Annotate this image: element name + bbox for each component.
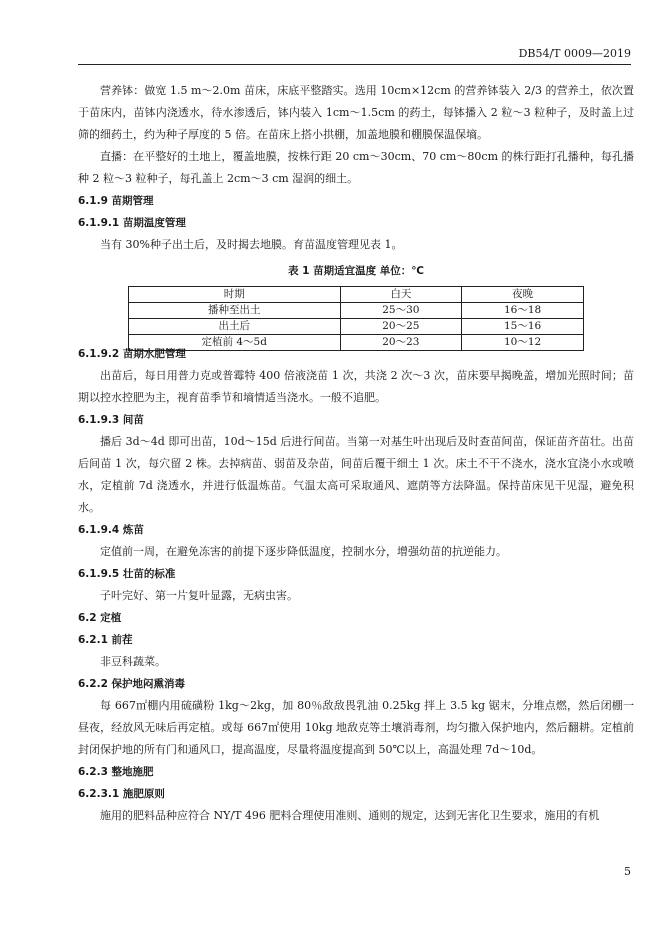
heading-6-1-9-4: 6.1.9.4 炼苗 (78, 524, 144, 536)
table-row (129, 303, 584, 319)
table-cell: 播种至出土 (129, 303, 341, 319)
table-cell: 20～25 (340, 319, 462, 335)
section-seedling-management (78, 343, 634, 827)
table-1-block (78, 260, 634, 351)
para-fertilization: 施用的肥料品种应符合 NY/T 496 肥料合理使用准则、通则的规定，达到无害化卫生要求，施用的有机 (100, 809, 600, 822)
heading-6-2: 6.2 定植 (78, 612, 122, 624)
section-nursery-methods (78, 80, 634, 256)
para-disinfection: 每 667㎡棚内用硫磺粉 1kg～2kg，加 80％敌敌畏乳油 0.25kg 拌上 3.5 kg 锯末，分堆点燃，然后闭棚一昼夜，经放风无味后再定植。或每 667㎡使用 10kg 地敌克等土壤消毒剂，均匀撒入保护地内，然后翻耕。定植前封闭保护地的所有门和通风口，提高温度，尽量将温度提高到 50℃以上，高温处理 7d～10d。 (78, 699, 634, 756)
heading-6-2-1: 6.2.1 前茬 (78, 634, 133, 646)
header-rule (78, 64, 631, 65)
para-direct-seeding: 直播：在平整好的土地上，覆盖地膜，按株行距 20 cm～30cm、70 cm～80cm 的株行距打孔播种，每孔播种 2 粒～3 粒种子，每孔盖上 2cm～3 cm 湿润的细土。 (78, 150, 634, 185)
table-cell: 16～18 (462, 303, 584, 319)
heading-6-1-9-3: 6.1.9.3 间苗 (78, 414, 144, 426)
page-number: 5 (624, 865, 631, 878)
para-previous-crop: 非豆科蔬菜。 (100, 655, 166, 668)
heading-6-1-9-2: 6.1.9.2 苗期水肥管理 (78, 348, 186, 360)
table-cell: 10～12 (462, 335, 584, 351)
standard-number: DB54/T 0009—2019 (518, 47, 631, 60)
para-hardening: 定值前一周，在避免冻害的前提下逐步降低温度，控制水分，增强幼苗的抗逆能力。 (100, 545, 507, 558)
table-caption: 表 1 苗期适宜温度 单位：℃ (288, 265, 424, 277)
heading-6-2-3: 6.2.3 整地施肥 (78, 766, 154, 778)
table-cell: 出土后 (129, 319, 341, 335)
para-strong-seedling: 子叶完好、第一片复叶显露，无病虫害。 (100, 589, 298, 602)
heading-6-2-3-1: 6.2.3.1 施肥原则 (78, 788, 165, 800)
para-water-fertilizer: 出苗后，每日用普力克或普霉特 400 倍液浇苗 1 次，共浇 2 次～3 次，苗床要早揭晚盖，增加光照时间；苗期以控水控肥为主，视育苗季节和墒情适当浇水。一般不追肥。 (78, 369, 634, 404)
table-cell: 定植前 4～5d (129, 335, 341, 351)
temperature-table (128, 286, 584, 351)
table-cell: 15～16 (462, 319, 584, 335)
para-thinning: 播后 3d～4d 即可出苗，10d～15d 后进行间苗。当第一对基生叶出现后及时查苗间苗，保证苗齐苗壮。出苗后间苗 1 次，每穴留 2 株。去掉病苗、弱苗及杂苗，间苗后覆干细土 1 次。床土不干不浇水，浇水宜浇小水或喷水，定植前 7d 浇透水，并进行低温炼苗。气温太高可采取通风、遮荫等方法降温。保持苗床见干见湿，避免积水。 (78, 435, 634, 514)
para-temperature: 当有 30%种子出土后，及时揭去地膜。育苗温度管理见表 1。 (100, 238, 403, 251)
header-cell: 白天 (340, 287, 462, 303)
table-row (129, 319, 584, 335)
table-header-row (129, 287, 584, 303)
header-cell: 时期 (129, 287, 341, 303)
header-cell: 夜晚 (462, 287, 584, 303)
heading-6-1-9-1: 6.1.9.1 苗期温度管理 (78, 217, 186, 229)
para-nutrient-pot: 营养钵：做宽 1.5 m～2.0m 苗床，床底平整踏实。选用 10cm×12cm 的营养钵装入 2/3 的营养土，依次置于苗床内，苗钵内浇透水，待水渗透后，钵内装入 1cm～1.5cm 的药土，每钵播入 2 粒～3 粒种子，及时盖上过筛的细药土，约为种子厚度的 5 倍。在苗床上搭小拱棚，加盖地膜和棚膜保温保墒。 (78, 84, 634, 141)
table-cell: 20～23 (340, 335, 462, 351)
table-cell: 25～30 (340, 303, 462, 319)
heading-6-1-9-5: 6.1.9.5 壮苗的标准 (78, 568, 176, 580)
heading-6-1-9: 6.1.9 苗期管理 (78, 195, 154, 207)
heading-6-2-2: 6.2.2 保护地闷熏消毒 (78, 678, 186, 690)
